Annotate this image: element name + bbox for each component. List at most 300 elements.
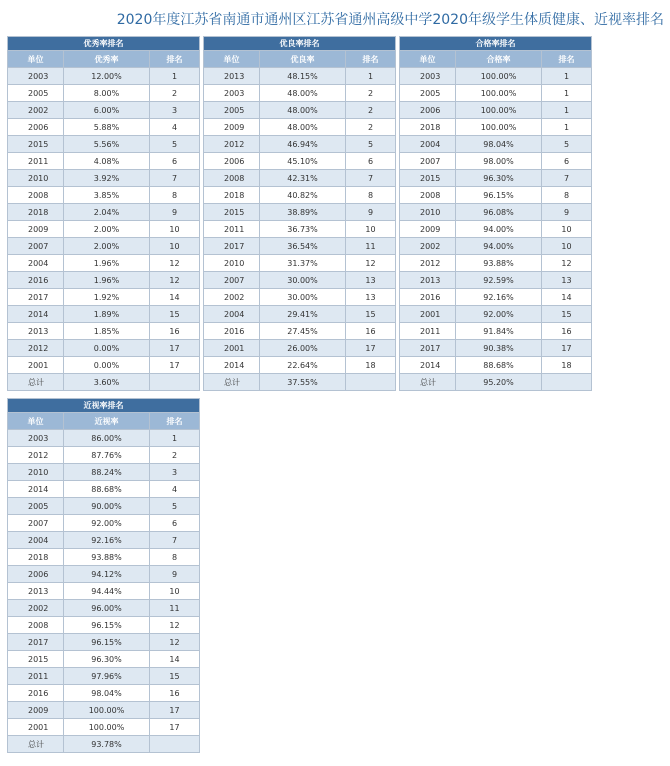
table-row: [8, 668, 200, 685]
page-title: 2020年度江苏省南通市通州区江苏省通州高级中学2020年级学生体质健康、近视率排名: [116, 12, 664, 28]
unit-cell: 2015: [8, 136, 64, 153]
rank-cell: 17: [150, 340, 200, 357]
rank-cell: 13: [346, 289, 396, 306]
rate-cell: 0.00%: [64, 357, 150, 374]
rank-cell: 12: [150, 255, 200, 272]
rate-cell: 48.00%: [260, 85, 346, 102]
rate-cell: 30.00%: [260, 272, 346, 289]
table-caption: 优秀率排名: [8, 37, 200, 51]
rank-cell: 5: [542, 136, 592, 153]
total-label: 总计: [204, 374, 260, 391]
unit-cell: 2009: [204, 119, 260, 136]
column-header-rank: 排名: [346, 51, 396, 68]
myopia-rate-table: [7, 398, 200, 753]
rank-cell: 12: [150, 617, 200, 634]
unit-cell: 2005: [8, 498, 64, 515]
total-row: [8, 374, 200, 391]
rate-cell: 92.00%: [64, 515, 150, 532]
unit-cell: 2018: [8, 204, 64, 221]
rate-cell: 92.00%: [456, 306, 542, 323]
unit-cell: 2003: [204, 85, 260, 102]
unit-cell: 2012: [8, 447, 64, 464]
table-row: [8, 306, 200, 323]
table-row: [204, 357, 396, 374]
table-row: [8, 651, 200, 668]
table-row: [8, 153, 200, 170]
table-row: [204, 204, 396, 221]
total-value: 3.60%: [64, 374, 150, 391]
unit-cell: 2017: [8, 289, 64, 306]
rate-cell: 92.16%: [456, 289, 542, 306]
unit-cell: 2009: [8, 221, 64, 238]
table-row: [8, 340, 200, 357]
rank-cell: 17: [346, 340, 396, 357]
rate-cell: 0.00%: [64, 340, 150, 357]
rate-cell: 96.08%: [456, 204, 542, 221]
rank-cell: 17: [542, 340, 592, 357]
table-row: [204, 323, 396, 340]
table-row: [8, 102, 200, 119]
table-row: [400, 289, 592, 306]
table-row: [204, 289, 396, 306]
rank-cell: 2: [346, 102, 396, 119]
rank-cell: 4: [150, 119, 200, 136]
column-header-metric: 优秀率: [64, 51, 150, 68]
rank-cell: 1: [150, 68, 200, 85]
rank-cell: 11: [346, 238, 396, 255]
unit-cell: 2013: [8, 583, 64, 600]
rate-cell: 46.94%: [260, 136, 346, 153]
rate-cell: 100.00%: [456, 102, 542, 119]
rate-cell: 96.00%: [64, 600, 150, 617]
table-row: [8, 221, 200, 238]
table-row: [8, 515, 200, 532]
rank-cell: 1: [542, 119, 592, 136]
unit-cell: 2008: [400, 187, 456, 204]
header-row: [204, 51, 396, 68]
rank-cell: 16: [150, 323, 200, 340]
rank-cell: 15: [150, 668, 200, 685]
table-row: [204, 340, 396, 357]
rate-cell: 1.96%: [64, 255, 150, 272]
table-row: [8, 719, 200, 736]
rate-cell: 98.04%: [64, 685, 150, 702]
table-row: [400, 187, 592, 204]
rank-cell: 9: [542, 204, 592, 221]
table-row: [8, 85, 200, 102]
rate-cell: 48.00%: [260, 119, 346, 136]
rank-cell: 2: [150, 447, 200, 464]
unit-cell: 2005: [8, 85, 64, 102]
rank-cell: 8: [346, 187, 396, 204]
table-row: [400, 102, 592, 119]
unit-cell: 2013: [8, 323, 64, 340]
unit-cell: 2016: [204, 323, 260, 340]
unit-cell: 2012: [8, 340, 64, 357]
rank-cell: 10: [150, 583, 200, 600]
table-row: [8, 634, 200, 651]
header-row: [400, 51, 592, 68]
total-rank-empty: [542, 374, 592, 391]
rank-cell: 1: [542, 102, 592, 119]
header-row: [8, 51, 200, 68]
rate-cell: 5.56%: [64, 136, 150, 153]
rate-cell: 8.00%: [64, 85, 150, 102]
rank-cell: 12: [150, 634, 200, 651]
pass-rate-table: [399, 36, 592, 391]
unit-cell: 2017: [8, 634, 64, 651]
rank-cell: 6: [542, 153, 592, 170]
rank-cell: 5: [150, 136, 200, 153]
table-row: [400, 85, 592, 102]
rate-cell: 96.15%: [64, 617, 150, 634]
rate-cell: 48.15%: [260, 68, 346, 85]
rate-cell: 100.00%: [456, 85, 542, 102]
table-row: [8, 187, 200, 204]
rate-cell: 2.04%: [64, 204, 150, 221]
table-row: [400, 357, 592, 374]
rank-cell: 10: [150, 221, 200, 238]
unit-cell: 2017: [204, 238, 260, 255]
unit-cell: 2009: [8, 702, 64, 719]
table-row: [204, 102, 396, 119]
unit-cell: 2010: [8, 464, 64, 481]
total-value: 95.20%: [456, 374, 542, 391]
table-row: [8, 617, 200, 634]
rate-cell: 36.54%: [260, 238, 346, 255]
table-row: [400, 272, 592, 289]
rate-cell: 48.00%: [260, 102, 346, 119]
header-row: [8, 413, 200, 430]
table-row: [8, 323, 200, 340]
table-row: [8, 136, 200, 153]
rate-cell: 3.92%: [64, 170, 150, 187]
unit-cell: 2004: [204, 306, 260, 323]
column-header-metric: 近视率: [64, 413, 150, 430]
table-row: [204, 153, 396, 170]
table-row: [204, 255, 396, 272]
table-row: [400, 119, 592, 136]
table-row: [400, 340, 592, 357]
unit-cell: 2006: [8, 119, 64, 136]
unit-cell: 2011: [8, 153, 64, 170]
table-caption: 优良率排名: [204, 37, 396, 51]
table-row: [8, 481, 200, 498]
unit-cell: 2018: [8, 549, 64, 566]
rank-cell: 16: [346, 323, 396, 340]
rate-cell: 90.38%: [456, 340, 542, 357]
unit-cell: 2017: [400, 340, 456, 357]
table-row: [8, 464, 200, 481]
table-row: [8, 68, 200, 85]
table-row: [8, 685, 200, 702]
total-rank-empty: [346, 374, 396, 391]
unit-cell: 2001: [400, 306, 456, 323]
table-row: [400, 170, 592, 187]
table-row: [400, 153, 592, 170]
table-row: [8, 238, 200, 255]
table-row: [8, 170, 200, 187]
unit-cell: 2012: [204, 136, 260, 153]
rate-cell: 2.00%: [64, 221, 150, 238]
table-row: [8, 549, 200, 566]
good-rate-table: [203, 36, 396, 391]
table-row: [204, 170, 396, 187]
rank-cell: 15: [346, 306, 396, 323]
unit-cell: 2001: [204, 340, 260, 357]
unit-cell: 2018: [400, 119, 456, 136]
rank-cell: 17: [150, 357, 200, 374]
column-header-rank: 排名: [542, 51, 592, 68]
rate-cell: 100.00%: [64, 702, 150, 719]
rank-cell: 6: [150, 153, 200, 170]
unit-cell: 2006: [8, 566, 64, 583]
table-row: [400, 221, 592, 238]
unit-cell: 2007: [8, 238, 64, 255]
rank-cell: 14: [542, 289, 592, 306]
rate-cell: 96.30%: [456, 170, 542, 187]
rate-cell: 1.96%: [64, 272, 150, 289]
rate-cell: 86.00%: [64, 430, 150, 447]
table-caption: 近视率排名: [8, 399, 200, 413]
table-row: [204, 306, 396, 323]
table-row: [8, 498, 200, 515]
rate-cell: 97.96%: [64, 668, 150, 685]
total-label: 总计: [8, 374, 64, 391]
rate-cell: 45.10%: [260, 153, 346, 170]
rate-cell: 26.00%: [260, 340, 346, 357]
unit-cell: 2001: [8, 357, 64, 374]
column-header-unit: 单位: [400, 51, 456, 68]
total-value: 93.78%: [64, 736, 150, 753]
unit-cell: 2015: [400, 170, 456, 187]
rate-cell: 30.00%: [260, 289, 346, 306]
rank-cell: 8: [150, 187, 200, 204]
unit-cell: 2004: [400, 136, 456, 153]
rate-cell: 1.92%: [64, 289, 150, 306]
rank-cell: 1: [150, 430, 200, 447]
rate-cell: 96.15%: [456, 187, 542, 204]
rank-cell: 1: [346, 68, 396, 85]
unit-cell: 2011: [8, 668, 64, 685]
unit-cell: 2005: [204, 102, 260, 119]
table-row: [8, 272, 200, 289]
unit-cell: 2010: [400, 204, 456, 221]
rank-cell: 10: [542, 221, 592, 238]
rank-cell: 5: [150, 498, 200, 515]
unit-cell: 2011: [204, 221, 260, 238]
unit-cell: 2014: [8, 481, 64, 498]
rank-cell: 1: [542, 85, 592, 102]
rank-cell: 1: [542, 68, 592, 85]
table-row: [400, 238, 592, 255]
rate-cell: 31.37%: [260, 255, 346, 272]
rank-cell: 6: [346, 153, 396, 170]
rank-cell: 17: [150, 719, 200, 736]
table-row: [8, 430, 200, 447]
rate-cell: 90.00%: [64, 498, 150, 515]
rate-cell: 36.73%: [260, 221, 346, 238]
column-header-unit: 单位: [8, 51, 64, 68]
rate-cell: 4.08%: [64, 153, 150, 170]
unit-cell: 2011: [400, 323, 456, 340]
table-row: [8, 532, 200, 549]
rate-cell: 6.00%: [64, 102, 150, 119]
table-row: [8, 289, 200, 306]
rate-cell: 2.00%: [64, 238, 150, 255]
rank-cell: 12: [150, 272, 200, 289]
column-header-rank: 排名: [150, 413, 200, 430]
rank-cell: 9: [150, 204, 200, 221]
rate-cell: 94.00%: [456, 238, 542, 255]
rate-cell: 100.00%: [456, 119, 542, 136]
unit-cell: 2003: [8, 68, 64, 85]
rank-cell: 7: [542, 170, 592, 187]
table-row: [204, 187, 396, 204]
rank-cell: 17: [150, 702, 200, 719]
table-row: [8, 566, 200, 583]
rank-cell: 2: [346, 85, 396, 102]
rank-cell: 18: [542, 357, 592, 374]
rank-cell: 12: [542, 255, 592, 272]
table-row: [204, 238, 396, 255]
rank-cell: 16: [542, 323, 592, 340]
rate-cell: 94.00%: [456, 221, 542, 238]
rate-cell: 94.44%: [64, 583, 150, 600]
unit-cell: 2003: [8, 430, 64, 447]
table-row: [204, 85, 396, 102]
table-row: [8, 583, 200, 600]
table-row: [204, 272, 396, 289]
rank-cell: 9: [346, 204, 396, 221]
rank-cell: 10: [346, 221, 396, 238]
unit-cell: 2002: [204, 289, 260, 306]
unit-cell: 2010: [8, 170, 64, 187]
column-header-rank: 排名: [150, 51, 200, 68]
rank-cell: 12: [346, 255, 396, 272]
rate-cell: 27.45%: [260, 323, 346, 340]
unit-cell: 2014: [8, 306, 64, 323]
unit-cell: 2016: [8, 272, 64, 289]
rank-cell: 10: [542, 238, 592, 255]
rate-cell: 93.88%: [456, 255, 542, 272]
table-row: [400, 306, 592, 323]
rate-cell: 100.00%: [456, 68, 542, 85]
unit-cell: 2007: [400, 153, 456, 170]
unit-cell: 2008: [204, 170, 260, 187]
rank-cell: 7: [150, 532, 200, 549]
total-row: [8, 736, 200, 753]
unit-cell: 2012: [400, 255, 456, 272]
rate-cell: 1.89%: [64, 306, 150, 323]
unit-cell: 2002: [8, 102, 64, 119]
unit-cell: 2014: [400, 357, 456, 374]
unit-cell: 2006: [400, 102, 456, 119]
unit-cell: 2002: [8, 600, 64, 617]
column-header-unit: 单位: [8, 413, 64, 430]
unit-cell: 2009: [400, 221, 456, 238]
rate-cell: 100.00%: [64, 719, 150, 736]
total-row: [400, 374, 592, 391]
rank-cell: 5: [346, 136, 396, 153]
rank-cell: 2: [150, 85, 200, 102]
rank-cell: 7: [150, 170, 200, 187]
rate-cell: 88.24%: [64, 464, 150, 481]
unit-cell: 2004: [8, 255, 64, 272]
rank-cell: 10: [150, 238, 200, 255]
rank-cell: 3: [150, 102, 200, 119]
rate-cell: 40.82%: [260, 187, 346, 204]
table-caption: 合格率排名: [400, 37, 592, 51]
unit-cell: 2015: [8, 651, 64, 668]
rate-cell: 22.64%: [260, 357, 346, 374]
table-row: [8, 119, 200, 136]
rank-cell: 15: [542, 306, 592, 323]
table-row: [400, 136, 592, 153]
rate-cell: 42.31%: [260, 170, 346, 187]
rate-cell: 98.04%: [456, 136, 542, 153]
unit-cell: 2008: [8, 187, 64, 204]
unit-cell: 2002: [400, 238, 456, 255]
excellent-rate-table: [7, 36, 200, 391]
rate-cell: 98.00%: [456, 153, 542, 170]
table-row: [8, 255, 200, 272]
table-row: [400, 323, 592, 340]
unit-cell: 2008: [8, 617, 64, 634]
unit-cell: 2005: [400, 85, 456, 102]
rank-cell: 8: [150, 549, 200, 566]
rank-cell: 15: [150, 306, 200, 323]
unit-cell: 2013: [204, 68, 260, 85]
table-row: [204, 136, 396, 153]
rank-cell: 14: [150, 289, 200, 306]
total-label: 总计: [8, 736, 64, 753]
rank-cell: 2: [346, 119, 396, 136]
total-label: 总计: [400, 374, 456, 391]
unit-cell: 2014: [204, 357, 260, 374]
rank-cell: 16: [150, 685, 200, 702]
table-row: [204, 221, 396, 238]
table-row: [400, 68, 592, 85]
unit-cell: 2013: [400, 272, 456, 289]
rank-cell: 9: [150, 566, 200, 583]
rate-cell: 93.88%: [64, 549, 150, 566]
table-row: [8, 357, 200, 374]
total-row: [204, 374, 396, 391]
rate-cell: 96.15%: [64, 634, 150, 651]
unit-cell: 2004: [8, 532, 64, 549]
table-row: [8, 204, 200, 221]
table-row: [204, 68, 396, 85]
rate-cell: 88.68%: [64, 481, 150, 498]
table-row: [8, 702, 200, 719]
rate-cell: 92.59%: [456, 272, 542, 289]
rank-cell: 8: [542, 187, 592, 204]
table-row: [8, 447, 200, 464]
unit-cell: 2010: [204, 255, 260, 272]
unit-cell: 2018: [204, 187, 260, 204]
rank-cell: 7: [346, 170, 396, 187]
table-row: [400, 255, 592, 272]
rank-cell: 14: [150, 651, 200, 668]
unit-cell: 2007: [8, 515, 64, 532]
rank-cell: 4: [150, 481, 200, 498]
rank-cell: 13: [346, 272, 396, 289]
rate-cell: 96.30%: [64, 651, 150, 668]
rate-cell: 1.85%: [64, 323, 150, 340]
total-rank-empty: [150, 736, 200, 753]
table-row: [400, 204, 592, 221]
